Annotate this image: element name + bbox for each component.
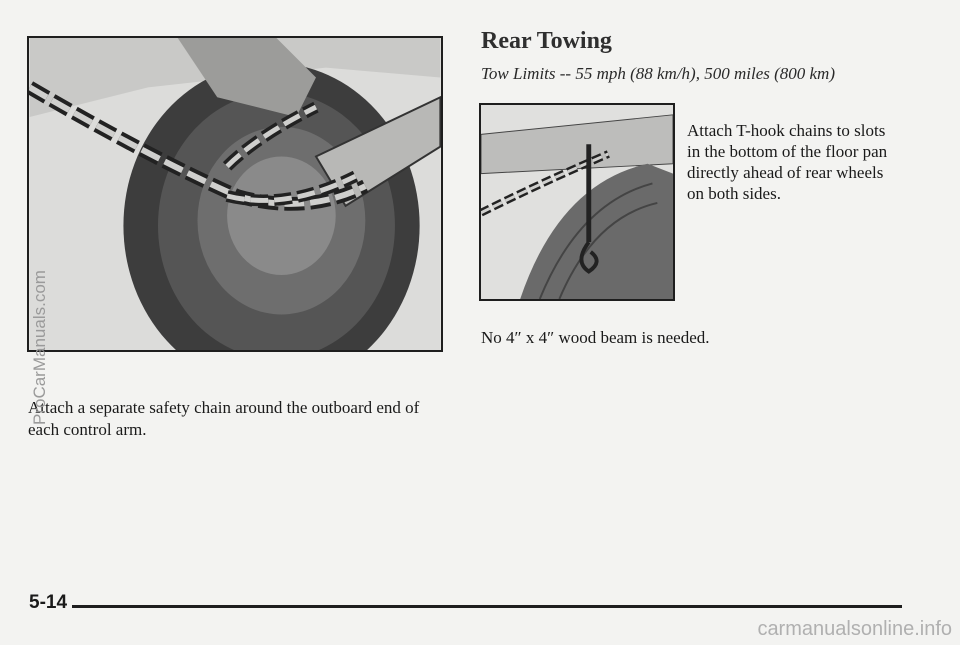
safety-chain-illustration xyxy=(27,36,443,352)
footer-divider xyxy=(72,605,902,608)
attach-instructions: Attach T-hook chains to slots in the bottom of the floor pan directly ahead of rear wheels on both sides. xyxy=(687,121,888,203)
safety-chain-caption: Attach a separate safety chain around the outboard end of each control arm. xyxy=(28,398,420,439)
tow-limits-subtitle: Tow Limits -- 55 mph (88 km/h), 500 miles (800 km) xyxy=(481,64,835,83)
page-number: 5-14 xyxy=(29,592,68,613)
bottom-watermark: carmanualsonline.info xyxy=(757,618,952,640)
wood-beam-note: No 4″ x 4″ wood beam is needed. xyxy=(481,328,710,347)
t-hook-illustration xyxy=(479,103,675,301)
tire-chain-drawing xyxy=(29,38,441,350)
section-title: Rear Towing xyxy=(481,28,612,54)
side-watermark: ProCarManuals.com xyxy=(30,270,49,425)
t-hook-chain-drawing xyxy=(481,105,673,299)
